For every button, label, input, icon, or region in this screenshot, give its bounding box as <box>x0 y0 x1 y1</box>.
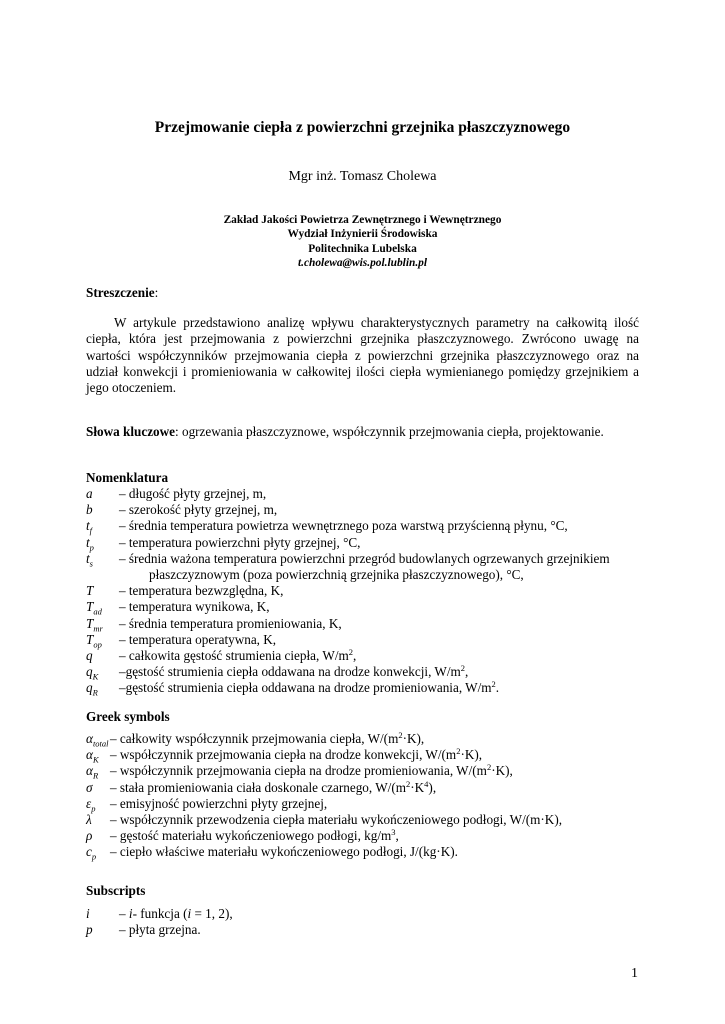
symbol <box>86 648 93 664</box>
symbol-letter: a <box>86 486 93 501</box>
nomenclature-row <box>86 664 646 680</box>
symbol-description <box>110 844 646 860</box>
symbol-description <box>119 535 646 551</box>
greek-row <box>86 844 646 860</box>
symbol-subscript: f <box>89 526 93 537</box>
symbol-description <box>119 583 646 599</box>
greek-symbols-heading: Greek symbols <box>86 709 170 724</box>
symbol <box>86 502 93 518</box>
symbol-description <box>119 922 646 938</box>
symbol-description <box>110 731 646 747</box>
symbol-letter: T <box>86 599 94 615</box>
description-text: –gęstość strumienia ciepła oddawana na drodze promieniowania, W/m <box>119 680 492 696</box>
greek-row <box>86 747 646 763</box>
description-text: – współczynnik przewodzenia ciepła materiału wykończeniowego podłogi, W/(m·K), <box>110 811 563 827</box>
nomenclature-row <box>86 518 646 537</box>
subscripts-row <box>86 922 646 938</box>
symbol-letter: b <box>86 502 93 518</box>
symbol-letter: α <box>86 763 93 779</box>
symbol-description <box>110 763 646 779</box>
description-text: = 1, 2), <box>191 906 233 921</box>
greek-row <box>86 812 646 828</box>
symbol <box>86 583 93 599</box>
unit-tail: , <box>353 647 357 663</box>
symbol-subscript: p <box>89 542 94 553</box>
symbol <box>86 486 93 502</box>
paper-title: Przejmowanie ciepła z powierzchni grzejnika płaszczyznowego <box>154 119 571 136</box>
keywords-line <box>86 424 646 440</box>
symbol-letter: i <box>86 906 90 921</box>
nomenclature-heading: Nomenklatura <box>86 470 169 485</box>
symbol <box>86 780 93 796</box>
nomenclature-row <box>86 583 646 599</box>
unit-tail: ·K), <box>460 747 483 763</box>
symbol-letter: T <box>86 583 94 599</box>
symbol-subscript: s <box>89 558 93 569</box>
description-text: – długość płyty grzejnej, m, <box>119 486 267 501</box>
description-italic: i <box>128 906 133 921</box>
symbol-letter: ρ <box>86 828 93 844</box>
nomenclature-list <box>86 486 646 696</box>
symbol-letter: T <box>86 615 94 631</box>
unit-exponent: 2 <box>491 679 496 690</box>
symbol-description <box>110 780 646 796</box>
symbol-description <box>119 632 646 648</box>
symbol <box>86 828 92 844</box>
affiliation-line-1: Zakład Jakości Powietrza Zewnętrznego i Wewnętrznego <box>223 214 502 226</box>
description-text: – <box>119 906 129 921</box>
description-text: – współczynnik przejmowania ciepła na drodze promieniowania, W/(m <box>110 763 487 779</box>
unit-exponent: 2 <box>486 762 492 773</box>
affiliation-line-3: Politechnika Lubelska <box>308 242 417 255</box>
symbol-description <box>110 812 646 828</box>
symbol-subscript: K <box>92 671 99 682</box>
nomenclature-row <box>86 502 646 518</box>
abstract-heading-colon: : <box>154 285 159 300</box>
greek-row <box>86 828 646 844</box>
unit-text: ·K <box>410 779 425 795</box>
description-text: – temperatura wynikowa, K, <box>119 599 270 615</box>
symbol-description <box>119 518 646 534</box>
symbol-letter: p <box>86 922 93 938</box>
symbol-letter: α <box>86 747 93 763</box>
unit-tail: ), <box>428 779 437 795</box>
abstract-heading <box>86 285 158 301</box>
description-text: – gęstość materiału wykończeniowego podłogi, kg/m <box>110 828 392 844</box>
symbol-subscript: R <box>92 771 99 782</box>
nomenclature-row <box>86 486 646 502</box>
unit-exponent: 2 <box>456 746 461 757</box>
subscripts-list <box>86 906 646 938</box>
description-text: – płyta grzejna. <box>119 922 201 938</box>
author-email[interactable]: t.cholewa@wis.pol.lublin.pl <box>297 256 428 269</box>
symbol-letter: T <box>86 631 94 647</box>
symbol-letter: λ <box>86 811 92 827</box>
unit-tail: ·K), <box>491 763 513 779</box>
symbol-description <box>119 599 646 615</box>
symbol-letter: σ <box>86 779 93 795</box>
unit-exponent: 4 <box>424 778 429 789</box>
keywords-label: Słowa kluczowe <box>86 424 176 439</box>
symbol-letter: c <box>86 844 92 860</box>
symbol-subscript: total <box>92 738 109 749</box>
description-text: – emisyjność powierzchni płyty grzejnej, <box>110 795 328 811</box>
description-text: – temperatura powierzchni płyty grzejnej, °C, <box>119 534 361 550</box>
description-italic: i <box>187 906 192 921</box>
description-text: – temperatura bezwzględna, K, <box>119 583 284 599</box>
symbol-letter: q <box>86 647 93 663</box>
description-text: – stała promieniowania ciała doskonale czarnego, W/(m <box>110 779 406 795</box>
symbol-letter: t <box>86 518 90 534</box>
symbol-description <box>119 906 646 922</box>
symbol-letter: t <box>86 550 90 566</box>
nomenclature-row <box>86 632 646 648</box>
symbol-letter: α <box>86 731 93 746</box>
symbol-description <box>119 680 646 696</box>
unit-tail: ·K), <box>402 731 425 746</box>
abstract-text: W artykule przedstawiono analizę wpływu charakterystycznych parametry na całkowitą ilość ciepła, która jest przejmowania z powierzchni grzejnika płaszczyznowego. Zwrócono uwagę na wartości współczynników przejmowania ciepła z powierzchni grzejnika płaszczyznowego oraz na udział konwekcji i promieniowania w całkowitej ilości ciepła wymienianego pomiędzy grzejnikiem a jego otoczeniem. <box>86 315 639 396</box>
greek-row <box>86 780 646 796</box>
description-text: – średnia ważona temperatura powierzchni przegród budowlanych ogrzewanych grzejnikiem <box>119 550 610 566</box>
symbol-letter: ε <box>86 795 92 811</box>
symbol <box>86 906 90 922</box>
affiliation-block <box>0 213 725 270</box>
symbol-subscript: op <box>93 639 102 650</box>
author-name: Mgr inż. Tomasz Cholewa <box>288 169 437 184</box>
unit-exponent: 2 <box>406 778 411 789</box>
description-text: –gęstość strumienia ciepła oddawana na drodze konwekcji, W/m <box>119 664 461 680</box>
symbol-letter: t <box>86 534 90 550</box>
nomenclature-row <box>86 599 646 615</box>
abstract-heading-label: Streszczenie <box>86 285 155 300</box>
description-text: - funkcja ( <box>132 906 188 921</box>
symbol-description <box>119 664 646 680</box>
symbol-subscript: K <box>92 754 99 765</box>
symbol-subscript: p <box>91 851 97 862</box>
symbol-description <box>119 486 646 502</box>
unit-tail: . <box>495 680 500 696</box>
unit-exponent: 2 <box>460 663 466 674</box>
description-text: – współczynnik przejmowania ciepła na drodze konwekcji, W/(m <box>110 747 457 763</box>
description-continuation: płaszczyznowym (poza powierzchnią grzejnika płaszczyznowego), °C, <box>149 566 524 582</box>
description-text: – średnia temperatura powietrza wewnętrznego poza warstwą przyścienną płynu, °C, <box>119 518 568 534</box>
symbol-description <box>119 502 646 518</box>
symbol-description <box>110 747 646 763</box>
nomenclature-row <box>86 616 646 632</box>
symbol-letter: q <box>86 680 93 696</box>
unit-exponent: 3 <box>391 827 396 838</box>
symbol-letter: q <box>86 664 93 680</box>
keywords-text: : ogrzewania płaszczyznowe, współczynnik przejmowania ciepła, projektowanie. <box>175 424 604 439</box>
subscripts-row <box>86 906 646 922</box>
nomenclature-row <box>86 648 646 664</box>
unit-tail: , <box>395 828 399 844</box>
description-text: – szerokość płyty grzejnej, m, <box>119 502 278 518</box>
greek-row <box>86 762 646 782</box>
symbol <box>86 922 93 938</box>
description-text: – średnia temperatura promieniowania, K, <box>119 615 342 631</box>
page-number: 1 <box>631 966 638 981</box>
symbol-description <box>119 648 646 664</box>
symbol-subscript: mr <box>93 623 103 634</box>
symbol <box>86 551 93 572</box>
nomenclature-row <box>86 551 646 583</box>
symbol-subscript: p <box>91 803 96 814</box>
symbol-description <box>119 616 646 632</box>
affiliation-line-2: Wydział Inżynierii Środowiska <box>287 228 438 241</box>
description-text: – całkowity współczynnik przejmowania ciepła, W/(m <box>110 731 399 746</box>
unit-tail: , <box>465 664 469 680</box>
unit-exponent: 2 <box>348 646 353 657</box>
description-text: – temperatura operatywna, K, <box>119 631 277 647</box>
greek-row <box>86 796 646 812</box>
greek-row <box>86 731 646 747</box>
symbol <box>86 844 96 865</box>
description-text: – całkowita gęstość strumienia ciepła, W/m <box>119 647 349 663</box>
symbol-description <box>119 551 646 583</box>
greek-symbols-list <box>86 731 646 861</box>
symbol-subscript: ad <box>93 606 102 617</box>
description-text: – ciepło właściwe materiału wykończeniowego podłogi, J/(kg·K). <box>110 844 458 860</box>
symbol <box>86 812 92 828</box>
symbol <box>86 680 98 701</box>
symbol-description <box>110 796 646 812</box>
nomenclature-row <box>86 680 646 696</box>
subscripts-heading: Subscripts <box>86 883 146 898</box>
symbol-subscript: R <box>92 687 98 698</box>
nomenclature-row <box>86 535 646 551</box>
symbol-description <box>110 828 646 844</box>
unit-exponent: 2 <box>398 730 403 740</box>
